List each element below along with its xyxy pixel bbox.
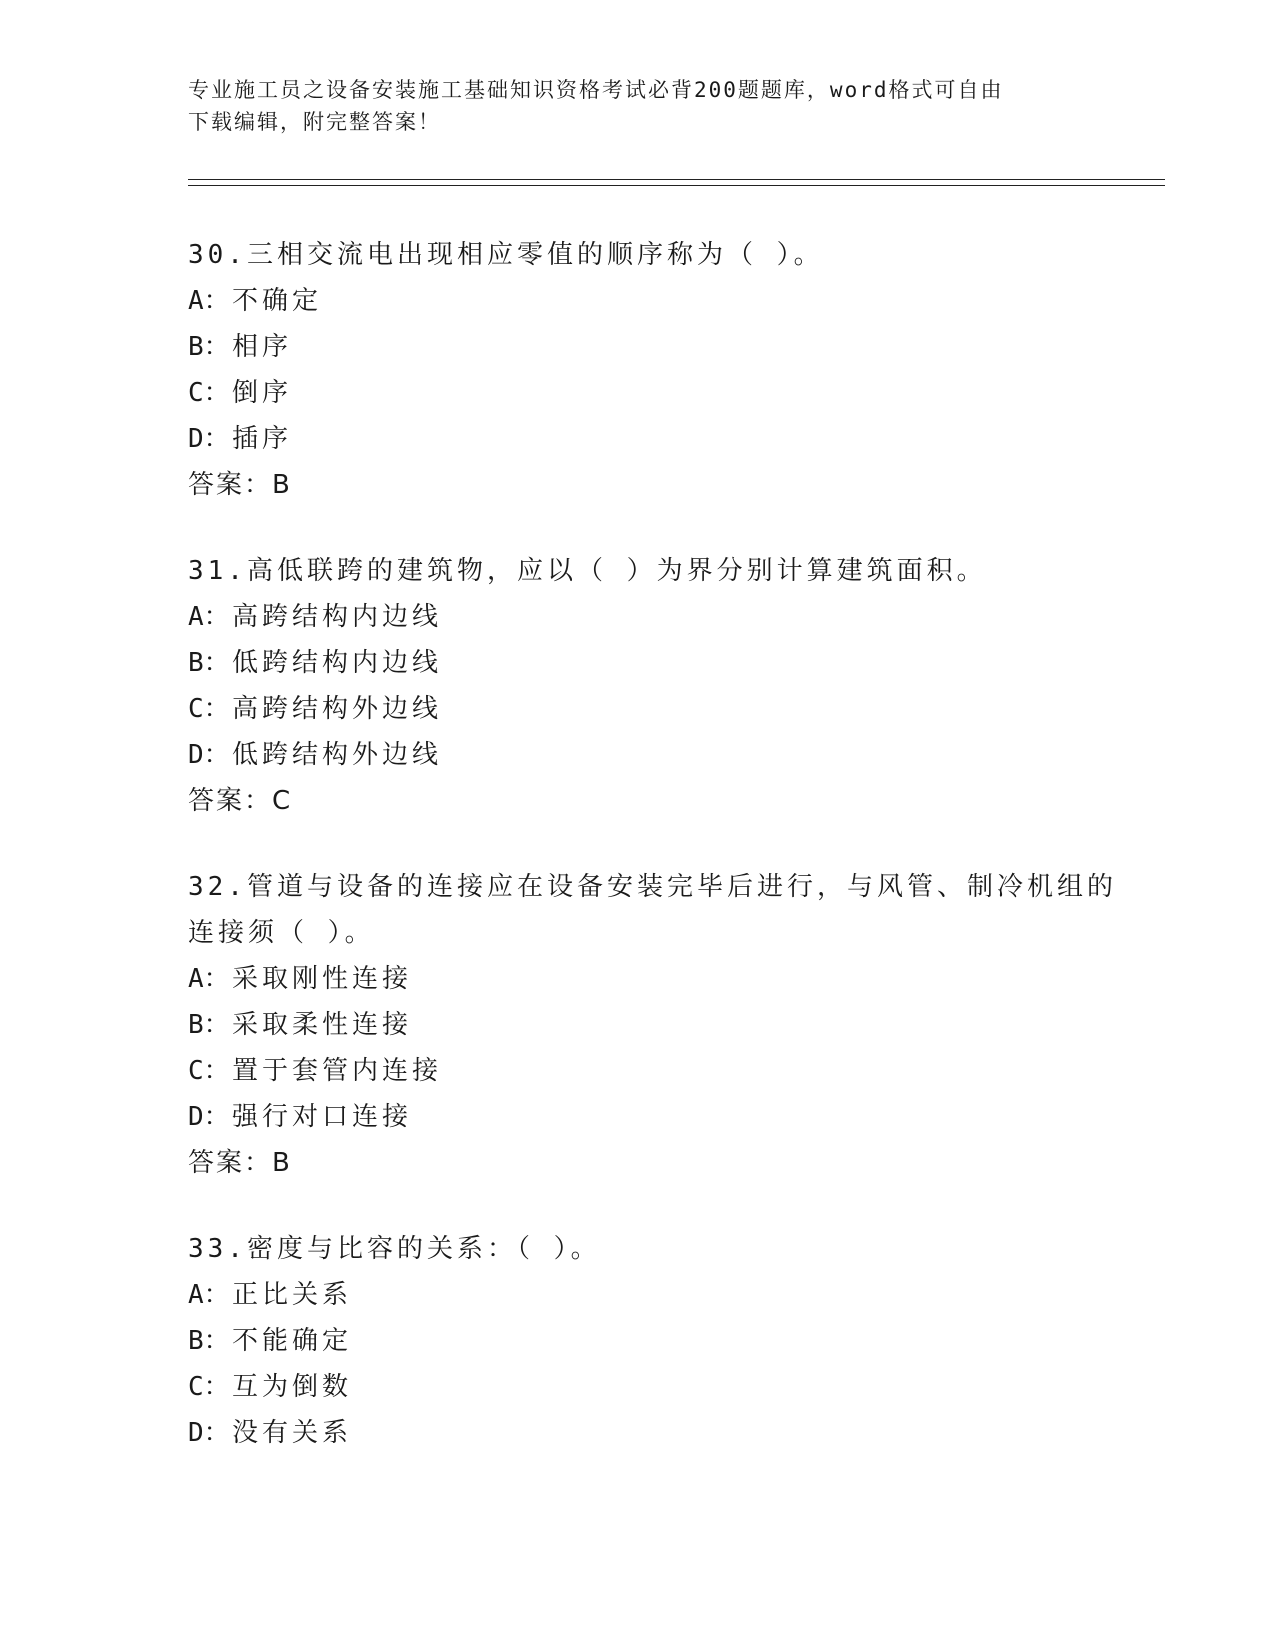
option-text: 低跨结构内边线 [232, 648, 443, 678]
option-label: D： [188, 740, 230, 770]
option-label: A： [188, 286, 230, 316]
option-a [188, 1272, 1088, 1318]
option-label: B： [188, 1326, 230, 1356]
option-b [188, 324, 1088, 370]
option-b [188, 640, 1088, 686]
option-a [188, 956, 1088, 1002]
option-label: D： [188, 1102, 230, 1132]
option-text: 强行对口连接 [232, 1102, 413, 1132]
option-label: C： [188, 378, 230, 408]
option-label: B： [188, 648, 230, 678]
option-label: B： [188, 332, 230, 362]
option-d [188, 416, 1088, 462]
option-text: 不确定 [232, 286, 323, 316]
option-a [188, 594, 1088, 640]
option-text: 倒序 [232, 378, 293, 408]
question-33 [188, 1226, 1088, 1456]
question-stem: 33.密度与比容的关系：（ ）。 [188, 1234, 601, 1264]
option-label: A： [188, 964, 230, 994]
header-divider [188, 179, 1165, 186]
option-c [188, 1048, 1088, 1094]
option-text: 没有关系 [232, 1418, 353, 1448]
option-label: C： [188, 1056, 230, 1086]
option-b [188, 1002, 1088, 1048]
question-32 [188, 864, 1117, 1186]
option-text: 插序 [232, 424, 293, 454]
document-header [188, 74, 1088, 138]
option-text: 采取刚性连接 [232, 964, 413, 994]
question-stem: 30.三相交流电出现相应零值的顺序称为（ ）。 [188, 240, 824, 270]
answer: 答案：C [188, 786, 293, 816]
question-stem: 32.管道与设备的连接应在设备安装完毕后进行，与风管、制冷机组的 [188, 872, 1117, 902]
option-c [188, 1364, 1088, 1410]
answer: 答案：B [188, 1148, 292, 1178]
option-text: 置于套管内连接 [232, 1056, 443, 1086]
option-label: D： [188, 424, 230, 454]
option-text: 相序 [232, 332, 293, 362]
answer: 答案：B [188, 470, 292, 500]
option-d [188, 732, 1088, 778]
option-d [188, 1410, 1088, 1456]
option-text: 采取柔性连接 [232, 1010, 413, 1040]
option-label: D： [188, 1418, 230, 1448]
option-text: 高跨结构内边线 [232, 602, 443, 632]
option-text: 高跨结构外边线 [232, 694, 443, 724]
header-line-2: 下载编辑，附完整答案！ [188, 110, 441, 134]
question-stem-continued: 连接须（ ）。 [188, 918, 375, 948]
option-text: 互为倒数 [232, 1372, 353, 1402]
question-31 [188, 548, 1088, 824]
question-stem: 31.高低联跨的建筑物，应以（ ）为界分别计算建筑面积。 [188, 556, 987, 586]
option-text: 正比关系 [232, 1280, 353, 1310]
question-30 [188, 232, 1088, 508]
option-c [188, 686, 1088, 732]
option-b [188, 1318, 1088, 1364]
option-label: A： [188, 602, 230, 632]
option-text: 不能确定 [232, 1326, 353, 1356]
header-line-1: 专业施工员之设备安装施工基础知识资格考试必背200题题库，word格式可自由 [188, 78, 1004, 102]
option-label: A： [188, 1280, 230, 1310]
option-label: C： [188, 1372, 230, 1402]
option-label: C： [188, 694, 230, 724]
option-c [188, 370, 1088, 416]
option-text: 低跨结构外边线 [232, 740, 443, 770]
option-d [188, 1094, 1088, 1140]
option-a [188, 278, 1088, 324]
option-label: B： [188, 1010, 230, 1040]
